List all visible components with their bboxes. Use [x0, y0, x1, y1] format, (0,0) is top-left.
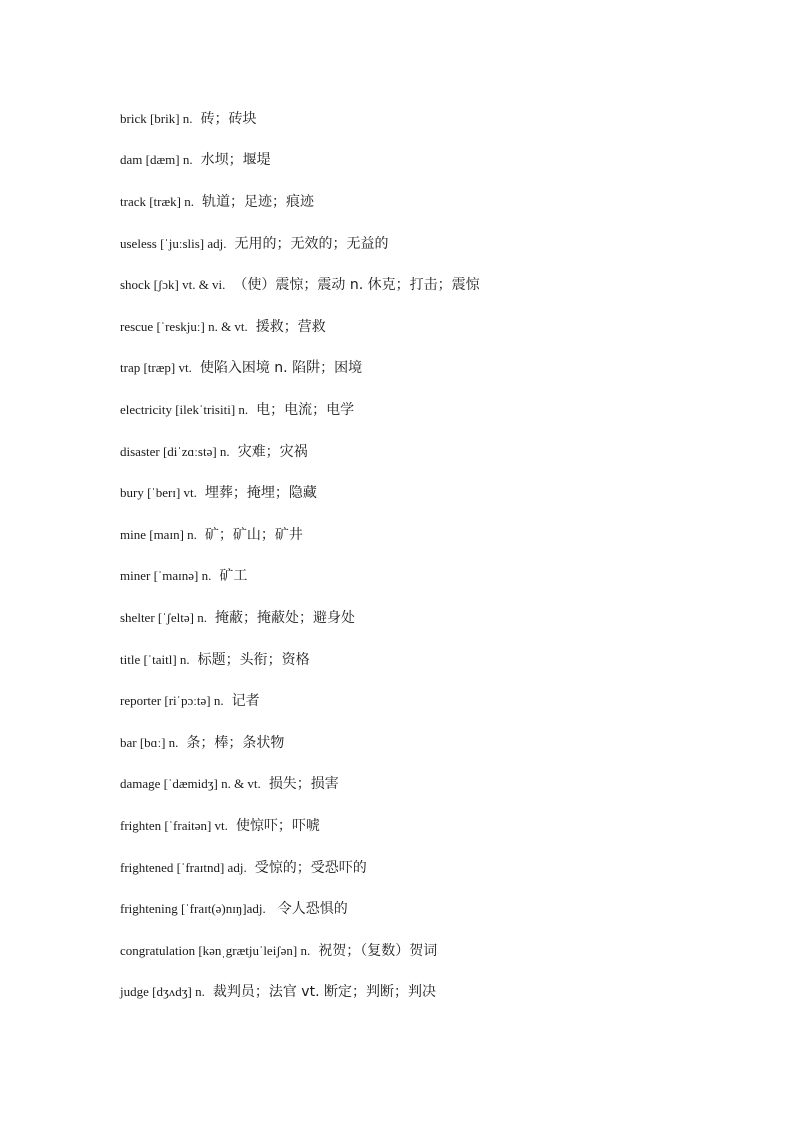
word-phonetic-pos: bury [ˈberɪ] vt.	[120, 485, 197, 500]
word-meaning: 使陷入困境 n. 陷阱；困境	[199, 360, 363, 376]
word-meaning: 矿；矿山；矿井	[204, 527, 303, 543]
word-phonetic-pos: congratulation [kənˌgrætjuˈleiʃən] n.	[120, 943, 311, 958]
word-phonetic-pos: disaster [diˈzɑːstə] n.	[120, 444, 230, 459]
word-phonetic-pos: damage [ˈdæmidʒ] n. & vt.	[120, 776, 261, 791]
word-phonetic-pos: judge [dʒʌdʒ] n.	[120, 984, 205, 999]
vocab-entry	[120, 732, 760, 754]
vocab-entry	[120, 482, 760, 504]
vocab-entry	[120, 773, 760, 795]
word-phonetic-pos: brick [brik] n.	[120, 111, 193, 126]
word-phonetic-pos: useless [ˈjuːslis] adj.	[120, 236, 227, 251]
word-meaning: 无用的；无效的；无益的	[234, 236, 389, 252]
vocab-entry	[120, 274, 760, 296]
vocab-entry	[120, 565, 760, 587]
word-phonetic-pos: reporter [riˈpɔːtə] n.	[120, 693, 224, 708]
vocab-entry	[120, 316, 760, 338]
vocab-entry	[120, 981, 760, 1003]
vocab-entry	[120, 108, 760, 130]
word-phonetic-pos: dam [dæm] n.	[120, 152, 193, 167]
word-phonetic-pos: frightening [ˈfraɪt(ə)nɪŋ]adj.	[120, 901, 266, 916]
word-phonetic-pos: frightened [ˈfraɪtnd] adj.	[120, 860, 247, 875]
vocab-entry	[120, 357, 760, 379]
word-meaning: 令人恐惧的	[277, 901, 348, 917]
word-meaning: 水坝；堰堤	[200, 152, 271, 168]
vocab-entry	[120, 233, 760, 255]
vocab-entry	[120, 607, 760, 629]
word-meaning: 灾难；灾祸	[237, 444, 308, 460]
word-phonetic-pos: title [ˈtaitl] n.	[120, 652, 190, 667]
word-meaning: 裁判员；法官 vt. 断定；判断；判决	[212, 984, 436, 1000]
word-phonetic-pos: mine [maɪn] n.	[120, 527, 197, 542]
word-meaning: 祝贺；（复数）贺词	[318, 943, 438, 959]
vocab-entry	[120, 940, 760, 962]
word-meaning: 记者	[231, 693, 260, 709]
vocab-entry	[120, 149, 760, 171]
vocab-entry	[120, 441, 760, 463]
word-meaning: 矿工	[219, 568, 248, 584]
vocab-entry	[120, 857, 760, 879]
word-meaning: 电；电流；电学	[256, 402, 355, 418]
vocab-entry	[120, 524, 760, 546]
word-phonetic-pos: electricity [ilekˈtrisiti] n.	[120, 402, 249, 417]
word-phonetic-pos: miner [ˈmaɪnə] n.	[120, 568, 212, 583]
word-meaning: （使）震惊；震动 n. 休克；打击；震惊	[233, 277, 480, 293]
word-meaning: 掩蔽；掩蔽处；避身处	[214, 610, 355, 626]
word-meaning: 条；棒；条状物	[186, 735, 285, 751]
word-meaning: 使惊吓；吓唬	[235, 818, 320, 834]
word-phonetic-pos: frighten [ˈfraitən] vt.	[120, 818, 228, 833]
word-meaning: 损失；损害	[268, 776, 339, 792]
vocab-entry	[120, 649, 760, 671]
word-meaning: 受惊的；受恐吓的	[254, 860, 367, 876]
vocab-entry	[120, 690, 760, 712]
word-meaning: 轨道；足迹；痕迹	[202, 194, 315, 210]
vocab-entry	[120, 898, 760, 920]
vocab-entry	[120, 815, 760, 837]
word-meaning: 援救；营救	[255, 319, 326, 335]
word-phonetic-pos: shock [ʃɔk] vt. & vi.	[120, 277, 226, 292]
word-meaning: 砖；砖块	[200, 111, 257, 127]
word-phonetic-pos: shelter [ˈʃeltə] n.	[120, 610, 207, 625]
word-phonetic-pos: trap [træp] vt.	[120, 360, 192, 375]
vocab-entry	[120, 191, 760, 213]
word-phonetic-pos: bar [bɑː] n.	[120, 735, 179, 750]
word-meaning: 埋葬；掩埋；隐藏	[204, 485, 317, 501]
word-meaning: 标题；头衔；资格	[197, 652, 310, 668]
vocab-entry	[120, 399, 760, 421]
word-phonetic-pos: rescue [ˈreskjuː] n. & vt.	[120, 319, 248, 334]
word-phonetic-pos: track [træk] n.	[120, 194, 195, 209]
